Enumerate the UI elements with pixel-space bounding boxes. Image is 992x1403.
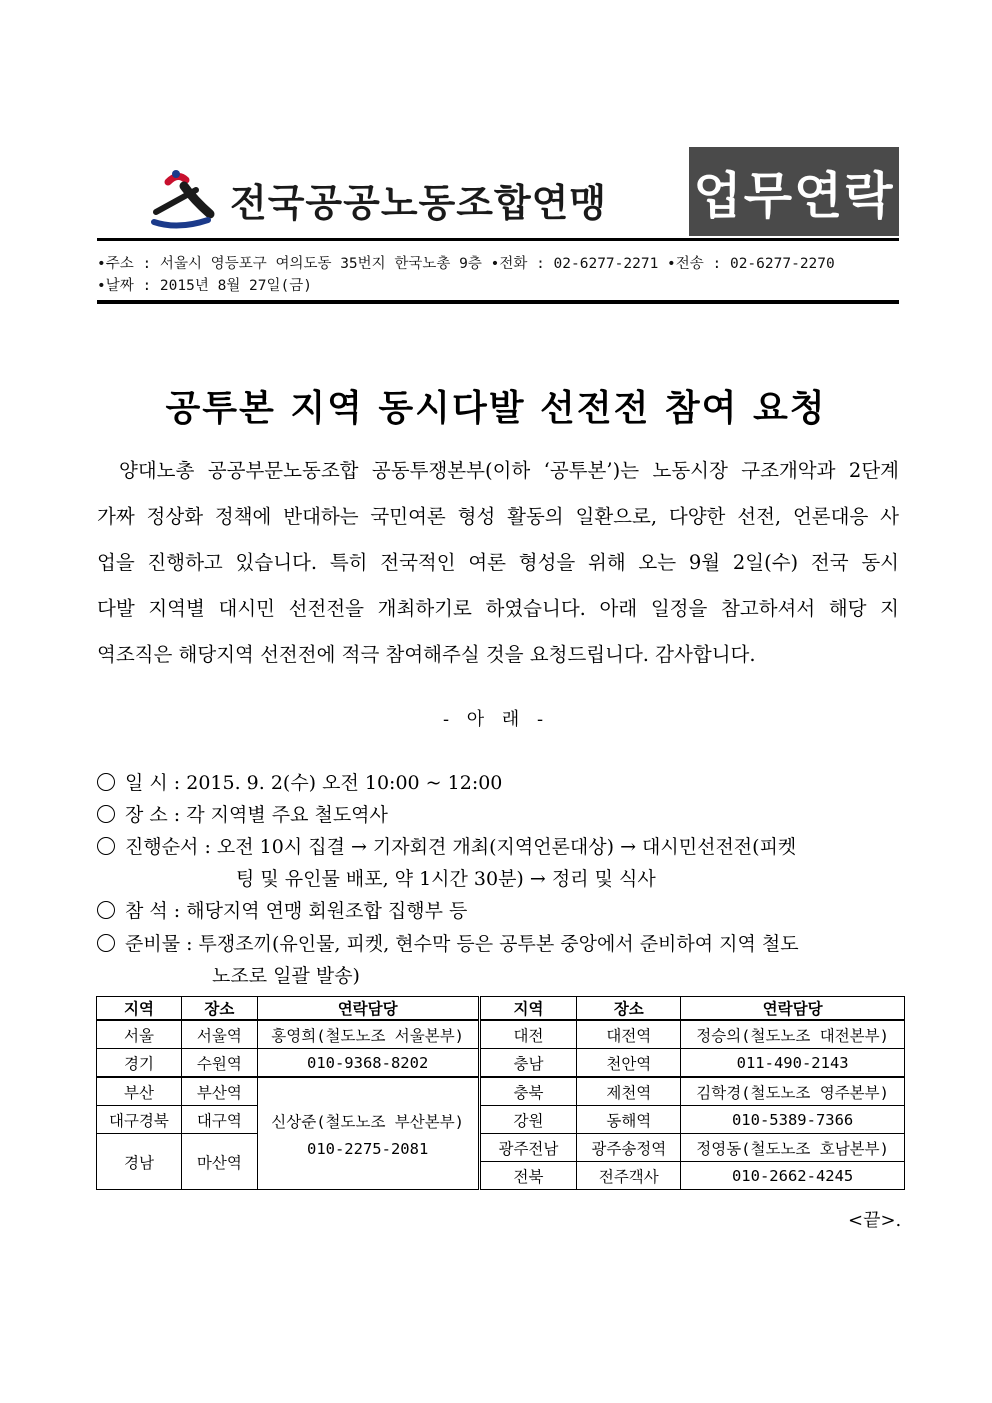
cell-region: 경남 xyxy=(97,1134,182,1190)
body-line: 업을 진행하고 있습니다. 특히 전국적인 여론 형성을 위해 오는 9월 2일(수) 전국 동시 xyxy=(97,551,899,574)
cell-place: 천안역 xyxy=(577,1049,681,1078)
section-label: - 아 래 - xyxy=(442,709,550,730)
circle-bullet-icon xyxy=(97,837,115,855)
body-line: 다발 지역별 대시민 선전전을 개최하기로 하였습니다. 아래 일정을 참고하셔서 해당 지 xyxy=(97,597,899,620)
document-type-badge: 업무연락 xyxy=(689,147,899,236)
cell-contact-phone: 010-5389-7366 xyxy=(681,1106,905,1134)
item-datetime: 일 시 : 2015. 9. 2(수) 오전 10:00 ~ 12:00 xyxy=(97,768,502,795)
date-line: •날짜 : 2015년 8월 27일(금) xyxy=(97,278,312,294)
end-mark: <끝>. xyxy=(848,1210,902,1231)
table-row xyxy=(97,1134,905,1162)
union-emblem-icon xyxy=(148,160,228,232)
table-row xyxy=(97,1049,905,1078)
page-title: 공투본 지역 동시다발 선전전 참여 요청 xyxy=(165,388,827,429)
item-attendance: 참 석 : 해당지역 연맹 회원조합 집행부 등 xyxy=(97,896,467,923)
body-line: 양대노총 공공부문노동조합 공동투쟁본부(이하 ‘공투본’)는 노동시장 구조개악과 2단계 xyxy=(119,459,899,482)
body-line: 역조직은 해당지역 선전전에 적극 참여해주실 것을 요청드립니다. 감사합니다. xyxy=(97,643,756,666)
item-supplies: 준비물 : 투쟁조끼(유인물, 피켓, 현수막 등은 공투본 중앙에서 준비하여 지역 철도 xyxy=(97,929,799,956)
cell-place: 대구역 xyxy=(181,1106,257,1134)
item-place: 장 소 : 각 지역별 주요 철도역사 xyxy=(97,800,388,827)
circle-bullet-icon xyxy=(97,805,115,823)
cell-region: 서울 xyxy=(97,1020,182,1049)
header-rule-bottom xyxy=(97,300,899,304)
header-contact: 연락담당 xyxy=(681,997,905,1021)
cell-contact-phone: 010-2662-4245 xyxy=(681,1162,905,1190)
item-order: 진행순서 : 오전 10시 집결 → 기자회견 개최(지역언론대상) → 대시민선전전(피켓 xyxy=(97,832,796,859)
org-logo xyxy=(148,160,708,232)
cell-region: 충북 xyxy=(479,1077,577,1106)
address-line: •주소 : 서울시 영등포구 여의도동 35번지 한국노총 9층 •전화 : 02-6277-2271 •전송 : 02-6277-2270 xyxy=(97,256,835,272)
header-place: 장소 xyxy=(577,997,681,1021)
contacts-table xyxy=(96,996,905,1190)
circle-bullet-icon xyxy=(97,773,115,791)
cell-contact-name: 신상준(철도노조 부산본부) xyxy=(271,1112,464,1131)
item-supplies-continued: 노조로 일괄 발송) xyxy=(212,965,360,987)
cell-place: 부산역 xyxy=(181,1077,257,1106)
cell-contact-phone: 010-2275-2081 xyxy=(306,1139,429,1158)
cell-region: 부산 xyxy=(97,1077,182,1106)
cell-place: 마산역 xyxy=(181,1134,257,1190)
table-header-row xyxy=(97,997,905,1021)
cell-contact-phone: 010-9368-8202 xyxy=(257,1049,479,1078)
cell-contact-name: 홍영희(철도노조 서울본부) xyxy=(257,1020,479,1049)
circle-bullet-icon xyxy=(97,901,115,919)
cell-region: 강원 xyxy=(479,1106,577,1134)
cell-region: 광주전남 xyxy=(479,1134,577,1162)
table-row xyxy=(97,1020,905,1049)
body-line: 가짜 정상화 정책에 반대하는 국민여론 형성 활동의 일환으로, 다양한 선전, 언론대응 사 xyxy=(97,505,899,528)
item-order-continued: 팅 및 유인물 배포, 약 1시간 30분) → 정리 및 식사 xyxy=(236,868,656,890)
cell-place: 제천역 xyxy=(577,1077,681,1106)
cell-region: 경기 xyxy=(97,1049,182,1078)
header-region: 지역 xyxy=(97,997,182,1021)
cell-region: 대전 xyxy=(479,1020,577,1049)
cell-place: 동해역 xyxy=(577,1106,681,1134)
cell-region: 충남 xyxy=(479,1049,577,1078)
table-row xyxy=(97,1106,905,1134)
circle-bullet-icon xyxy=(97,934,115,952)
cell-contact-name: 김학경(철도노조 영주본부) xyxy=(681,1077,905,1106)
cell-place: 대전역 xyxy=(577,1020,681,1049)
cell-contact-name: 정승의(철도노조 대전본부) xyxy=(681,1020,905,1049)
cell-place: 광주송정역 xyxy=(577,1134,681,1162)
cell-place: 전주객사 xyxy=(577,1162,681,1190)
cell-region: 전북 xyxy=(479,1162,577,1190)
cell-place: 서울역 xyxy=(181,1020,257,1049)
cell-contact xyxy=(257,1077,479,1190)
table-row xyxy=(97,1077,905,1106)
header-contact: 연락담당 xyxy=(257,997,479,1021)
cell-place: 수원역 xyxy=(181,1049,257,1078)
header-place: 장소 xyxy=(181,997,257,1021)
cell-region: 대구경북 xyxy=(97,1106,182,1134)
cell-contact-phone: 011-490-2143 xyxy=(681,1049,905,1078)
header-region: 지역 xyxy=(479,997,577,1021)
header-rule-top xyxy=(97,238,899,241)
cell-contact-name: 정영동(철도노조 호남본부) xyxy=(681,1134,905,1162)
org-name: 전국공공노동조합연맹 xyxy=(230,181,608,225)
